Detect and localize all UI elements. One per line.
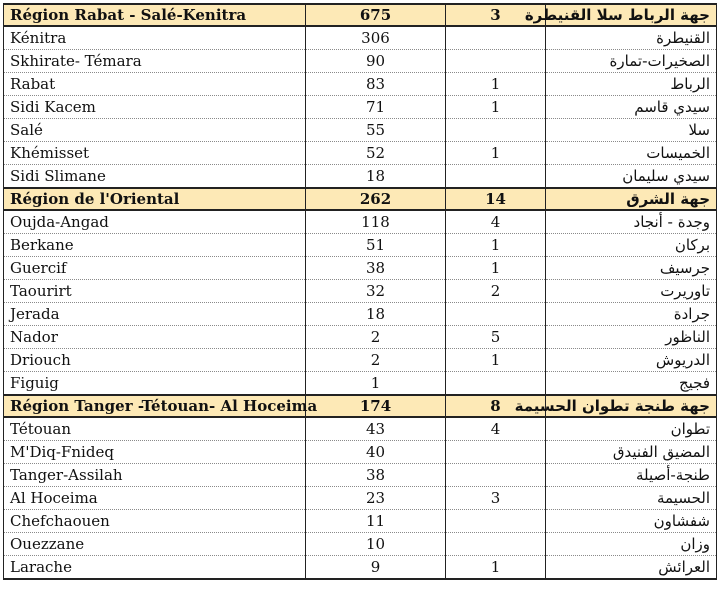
province-name-fr: Nador [4,326,306,349]
region-total: 262 [306,188,446,210]
province-value-1: 43 [306,417,446,441]
province-value-1: 18 [306,303,446,326]
table-row [4,119,717,142]
region-name-ar: جهة الرباط سلا القنيطرة [546,4,717,26]
province-value-1: 40 [306,441,446,464]
province-value-2: 1 [446,73,546,96]
province-value-2: 4 [446,417,546,441]
province-value-2 [446,119,546,142]
province-value-1: 38 [306,464,446,487]
province-name-ar: الحسيمة [546,487,717,510]
province-value-1: 71 [306,96,446,119]
province-name-ar: الخميسات [546,142,717,165]
province-value-1: 2 [306,349,446,372]
province-name-fr: Jerada [4,303,306,326]
province-name-fr: Kénitra [4,26,306,50]
table-row [4,303,717,326]
table-row [4,556,717,580]
province-value-1: 51 [306,234,446,257]
region-count: 8 [446,395,546,417]
province-name-fr: Sidi Slimane [4,165,306,189]
province-value-2: 1 [446,349,546,372]
province-name-fr: Guercif [4,257,306,280]
region-count: 3 [446,4,546,26]
province-name-ar: القنيطرة [546,26,717,50]
province-name-fr: Sidi Kacem [4,96,306,119]
province-name-ar: الدريوش [546,349,717,372]
province-value-2: 1 [446,234,546,257]
table-row [4,326,717,349]
province-value-2: 4 [446,210,546,234]
province-value-1: 32 [306,280,446,303]
province-value-2: 5 [446,326,546,349]
table-row [4,441,717,464]
province-name-ar: تاوريرت [546,280,717,303]
province-name-fr: Tanger-Assilah [4,464,306,487]
province-name-ar: وزان [546,533,717,556]
province-value-2: 1 [446,96,546,119]
province-name-ar: جرادة [546,303,717,326]
province-name-ar: شفشاون [546,510,717,533]
province-name-ar: بركان [546,234,717,257]
province-name-ar: الرباط [546,73,717,96]
province-name-fr: Khémisset [4,142,306,165]
province-value-2 [446,372,546,396]
province-value-1: 11 [306,510,446,533]
regions-table-body [4,4,717,579]
province-name-ar: طنجة-أصيلة [546,464,717,487]
province-value-2: 1 [446,556,546,580]
province-name-fr: Berkane [4,234,306,257]
region-name-fr: Région Tanger -Tétouan- Al Hoceima [4,395,306,417]
province-value-1: 9 [306,556,446,580]
province-name-fr: Skhirate- Témara [4,50,306,73]
table-row [4,73,717,96]
province-name-ar: المضيق الفنيدق [546,441,717,464]
region-name-fr: Région de l'Oriental [4,188,306,210]
region-name-fr: Région Rabat - Salé-Kenitra [4,4,306,26]
region-total: 174 [306,395,446,417]
region-header-row [4,4,717,26]
table-row [4,234,717,257]
province-name-ar: سلا [546,119,717,142]
table-row [4,142,717,165]
province-value-2 [446,533,546,556]
province-value-1: 118 [306,210,446,234]
province-value-1: 306 [306,26,446,50]
region-name-ar: جهة طنجة تطوان الحسيمة [546,395,717,417]
province-name-ar: سيدي سليمان [546,165,717,189]
province-value-2: 2 [446,280,546,303]
province-name-ar: الصخيرات-تمارة [546,50,717,73]
table-row [4,533,717,556]
province-value-1: 83 [306,73,446,96]
table-row [4,165,717,189]
regions-table [3,3,717,580]
province-value-1: 55 [306,119,446,142]
table-row [4,372,717,396]
province-value-2: 1 [446,257,546,280]
region-total: 675 [306,4,446,26]
province-name-ar: سيدي قاسم [546,96,717,119]
province-value-2 [446,464,546,487]
province-value-1: 90 [306,50,446,73]
table-row [4,50,717,73]
table-row [4,210,717,234]
province-value-2 [446,26,546,50]
province-name-fr: M'Diq-Fnideq [4,441,306,464]
table-row [4,487,717,510]
province-name-ar: تطوان [546,417,717,441]
province-name-ar: جرسيف [546,257,717,280]
table-row [4,26,717,50]
province-value-1: 10 [306,533,446,556]
table-row [4,417,717,441]
province-name-fr: Oujda-Angad [4,210,306,234]
table-row [4,257,717,280]
table-row [4,280,717,303]
province-value-2: 3 [446,487,546,510]
province-value-2: 1 [446,142,546,165]
table-row [4,349,717,372]
province-name-ar: الناظور [546,326,717,349]
table-row [4,464,717,487]
province-name-fr: Tétouan [4,417,306,441]
province-name-ar: العرائش [546,556,717,580]
province-name-fr: Taourirt [4,280,306,303]
province-value-1: 38 [306,257,446,280]
region-count: 14 [446,188,546,210]
province-name-fr: Chefchaouen [4,510,306,533]
province-name-fr: Larache [4,556,306,580]
region-header-row [4,395,717,417]
province-value-2 [446,510,546,533]
province-name-fr: Salé [4,119,306,142]
province-name-fr: Ouezzane [4,533,306,556]
province-name-ar: فجيج [546,372,717,396]
province-value-2 [446,441,546,464]
region-name-ar: جهة الشرق [546,188,717,210]
province-value-2 [446,50,546,73]
province-value-1: 23 [306,487,446,510]
table-row [4,96,717,119]
province-value-1: 18 [306,165,446,189]
province-name-ar: وجدة - أنجاد [546,210,717,234]
province-value-2 [446,165,546,189]
province-name-fr: Rabat [4,73,306,96]
province-value-1: 1 [306,372,446,396]
province-value-2 [446,303,546,326]
region-header-row [4,188,717,210]
province-value-1: 52 [306,142,446,165]
province-name-fr: Driouch [4,349,306,372]
province-value-1: 2 [306,326,446,349]
province-name-fr: Al Hoceima [4,487,306,510]
table-row [4,510,717,533]
province-name-fr: Figuig [4,372,306,396]
